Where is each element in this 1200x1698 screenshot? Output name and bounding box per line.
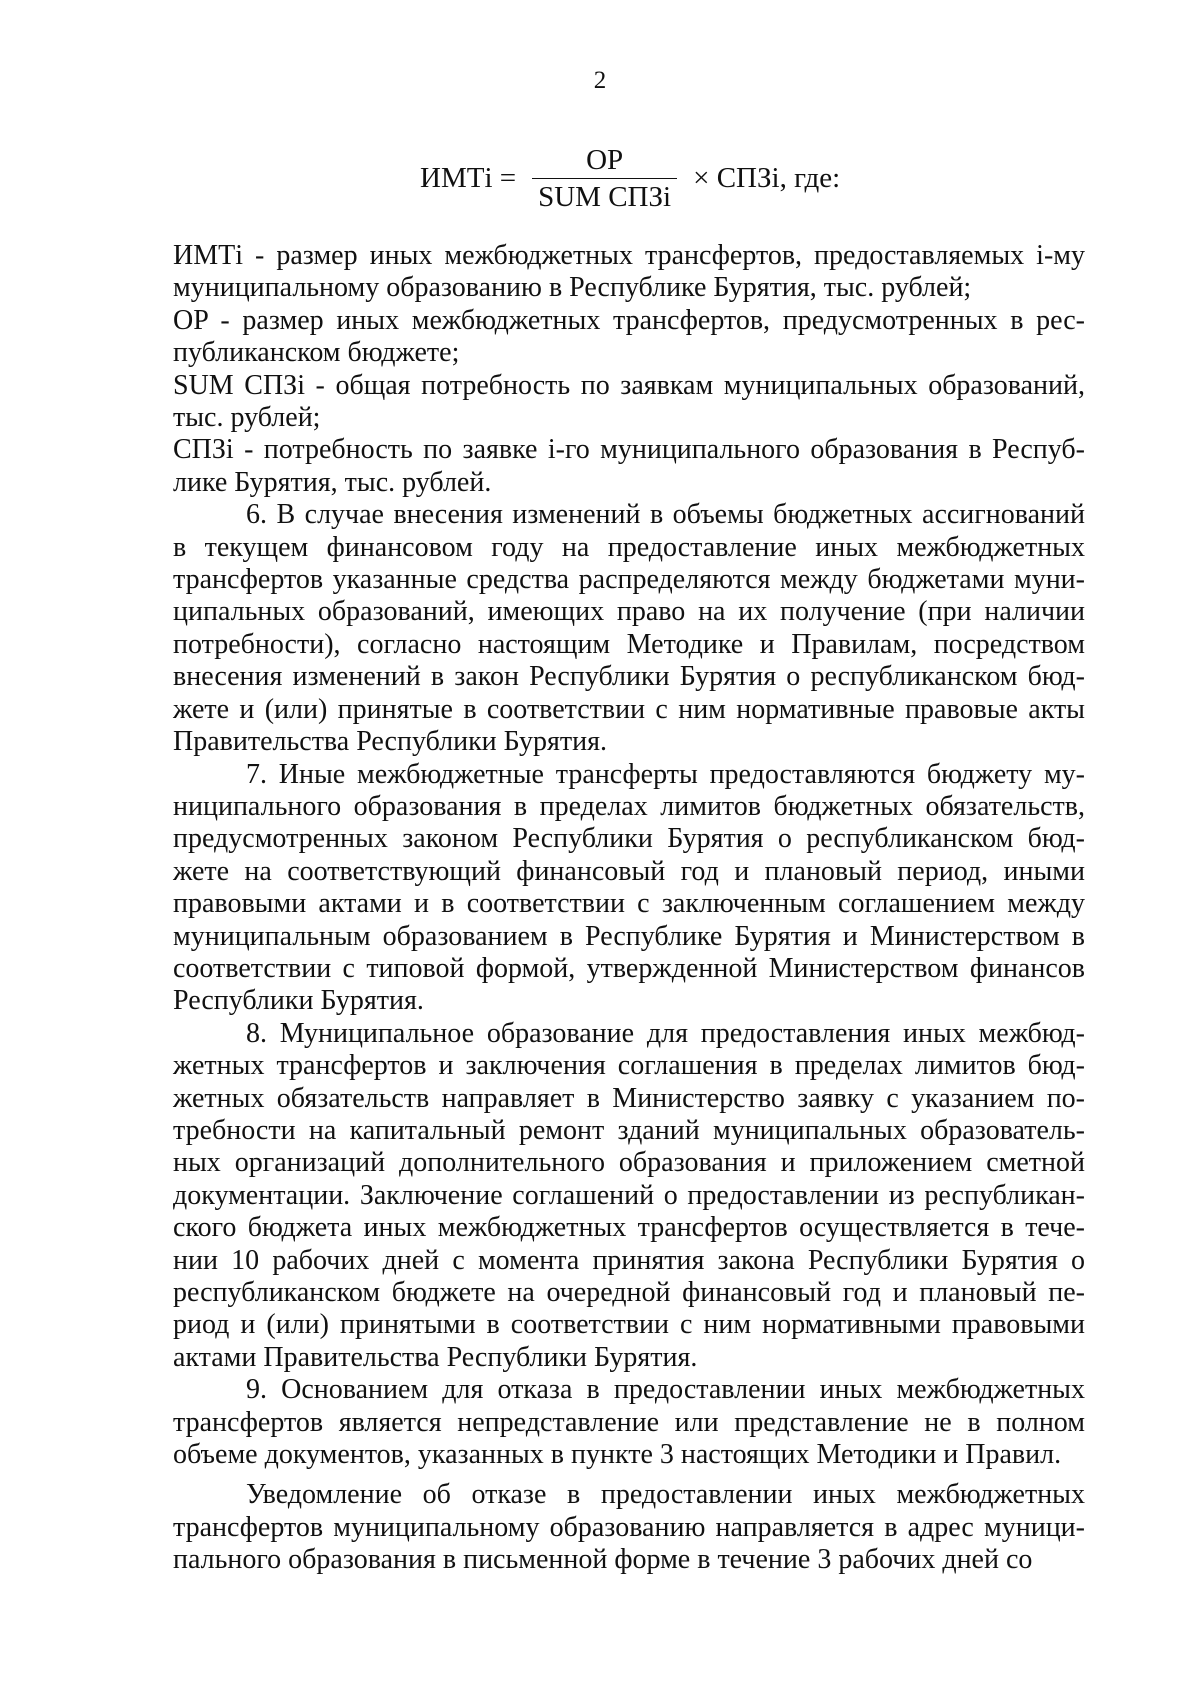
definition-op: OP - размер иных межбюджетных трансфертов, предусмотренных в республиканском бюджете; bbox=[173, 304, 1085, 369]
page-number: 2 bbox=[593, 67, 607, 94]
definition-spzi: СПЗi - потребность по заявке i-го муниципального образования в Республике Бурятия, тыс. рублей. bbox=[173, 434, 1085, 498]
formula-numerator: OP bbox=[586, 143, 624, 176]
paragraph-refusal-notice: Уведомление об отказе в предоставлении иных межбюджетных трансфертов муниципальному образованию направляется в адрес муниципального образования в письменной форме в течение 3 рабочих дней со bbox=[173, 1479, 1085, 1576]
formula-lhs: ИМТi = bbox=[420, 161, 517, 194]
formula-fraction bbox=[532, 144, 677, 213]
paragraph-8: 8. Муниципальное образование для предоставления иных межбюджетных трансфертов и заключения соглашения в пределах лимитов бюджетных обязательств направляет в Министерство заявку с указанием потребности на капитальный ремонт зданий муниципальных образовательных организаций дополнительного образования и приложением сметной документации. Заключение соглашений о предоставлении из республиканского бюджета иных межбюджетных трансфертов осуществляется в течении 10 рабочих дней с момента принятия закона Республики Бурятия о республиканском бюджете на очередной финансовый год и плановый период и (или) принятыми в соответствии с ним нормативными правовыми актами Правительства Республики Бурятия. bbox=[173, 1017, 1085, 1373]
definition-sum-spzi: SUM СПЗi - общая потребность по заявкам муниципальных образований, тыс. рублей; bbox=[173, 369, 1085, 434]
definition-imti: ИМТi - размер иных межбюджетных трансфертов, предоставляемых i-му муниципальному образованию в Республике Бурятия, тыс. рублей; bbox=[173, 240, 1085, 304]
formula-rhs: × СПЗi, где: bbox=[693, 161, 841, 194]
formula bbox=[420, 142, 840, 214]
formula-denominator: SUM СПЗi bbox=[532, 178, 677, 213]
paragraph-6: 6. В случае внесения изменений в объемы бюджетных ассигнований в текущем финансовом году на предоставление иных межбюджетных трансфертов указанные средства распределяются между бюджетами муниципальных образований, имеющих право на их получение (при наличии потребности), согласно настоящим Методике и Правилам, посредством внесения изменений в закон Республики Бурятия о республиканском бюджете и (или) принятые в соответствии с ним нормативные правовые акты Правительства Республики Бурятия. bbox=[173, 499, 1085, 758]
paragraph-7: 7. Иные межбюджетные трансферты предоставляются бюджету муниципального образования в пределах лимитов бюджетных обязательств, предусмотренных законом Республики Бурятия о республиканском бюджете на соответствующий финансовый год и плановый период, иными правовыми актами и в соответствии с заключенным соглашением между муниципальным образованием в Республике Бурятия и Министерством в соответствии с типовой формой, утвержденной Министерством финансов Республики Бурятия. bbox=[173, 758, 1085, 1017]
document-body bbox=[173, 240, 1085, 1577]
paragraph-9: 9. Основанием для отказа в предоставлении иных межбюджетных трансфертов является непредставление или представление не в полном объеме документов, указанных в пункте 3 настоящих Методики и Правил. bbox=[173, 1374, 1085, 1471]
